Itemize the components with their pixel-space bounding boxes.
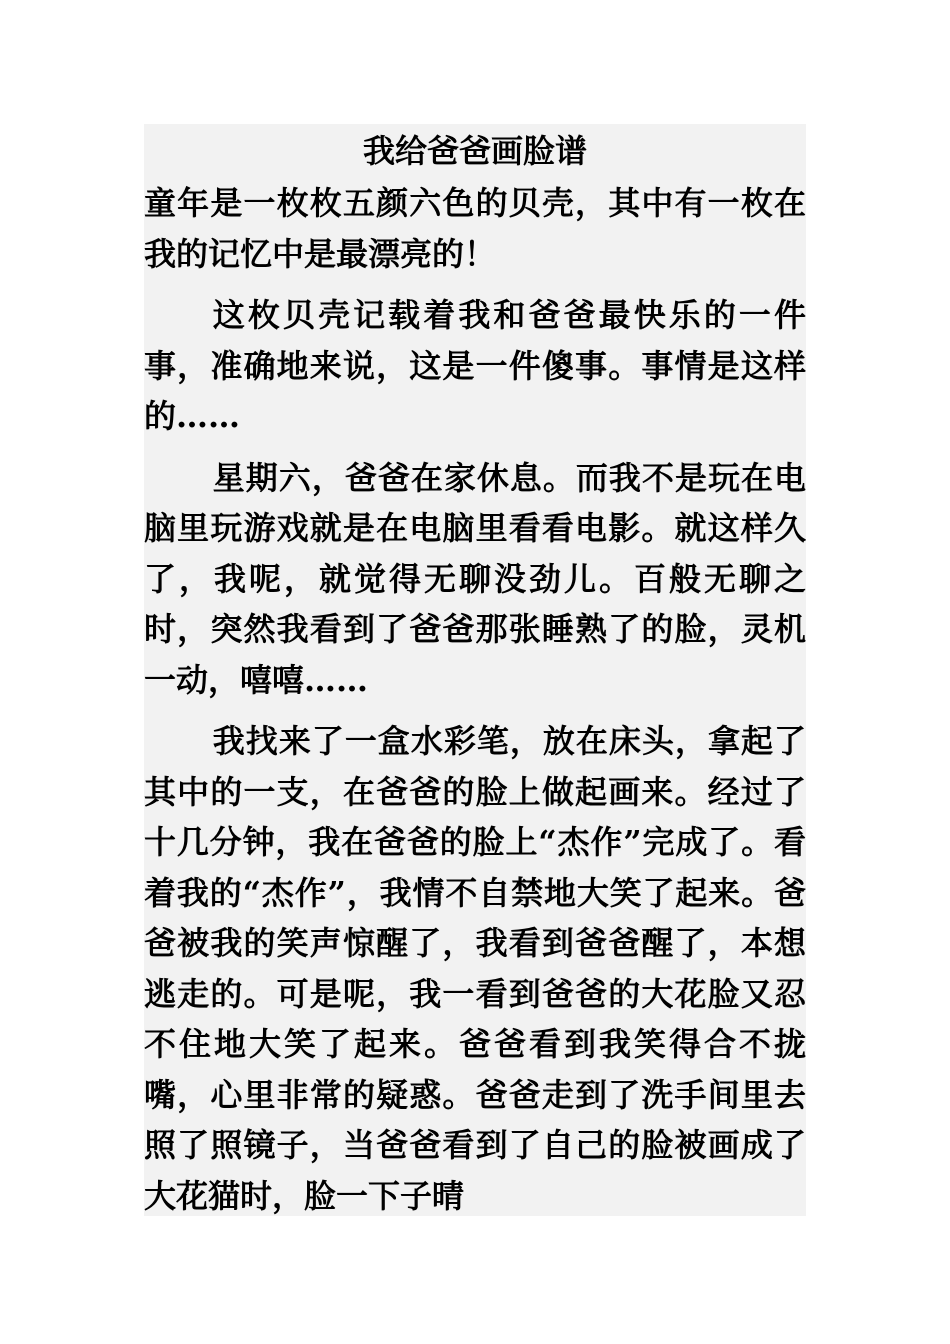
document-title: 我给爸爸画脸谱 [362,132,587,170]
document-page [144,124,806,1216]
paragraph-2: 这枚贝壳记载着我和爸爸最快乐的一件事，准确地来说，这是一件傻事。事情是这样的…… [144,296,806,435]
paragraph-4: 我找来了一盒水彩笔，放在床头，拿起了其中的一支，在爸爸的脸上做起画来。经过了十几分钟，我在爸爸的脸上“杰作”完成了。看着我的“杰作”，我情不自禁地大笑了起来。爸爸被我的笑声惊醒了，我看到爸爸醒了，本想逃走的。可是呢，我一看到爸爸的大花脸又忍不住地大笑了起来。爸爸看到我笑得合不拢嘴，心里非常的疑惑。爸爸走到了洗手间里去照了照镜子，当爸爸看到了自己的脸被画成了大花猫时，脸一下子晴 [144,722,806,1215]
paragraph-3: 星期六，爸爸在家休息。而我不是玩在电脑里玩游戏就是在电脑里看看电影。就这样久了，我呢，就觉得无聊没劲儿。百般无聊之时，突然我看到了爸爸那张睡熟了的脸，灵机一动，嘻嘻…… [144,458,806,699]
paragraph-1: 童年是一枚枚五颜六色的贝壳，其中有一枚在我的记忆中是最漂亮的！ [144,184,806,273]
